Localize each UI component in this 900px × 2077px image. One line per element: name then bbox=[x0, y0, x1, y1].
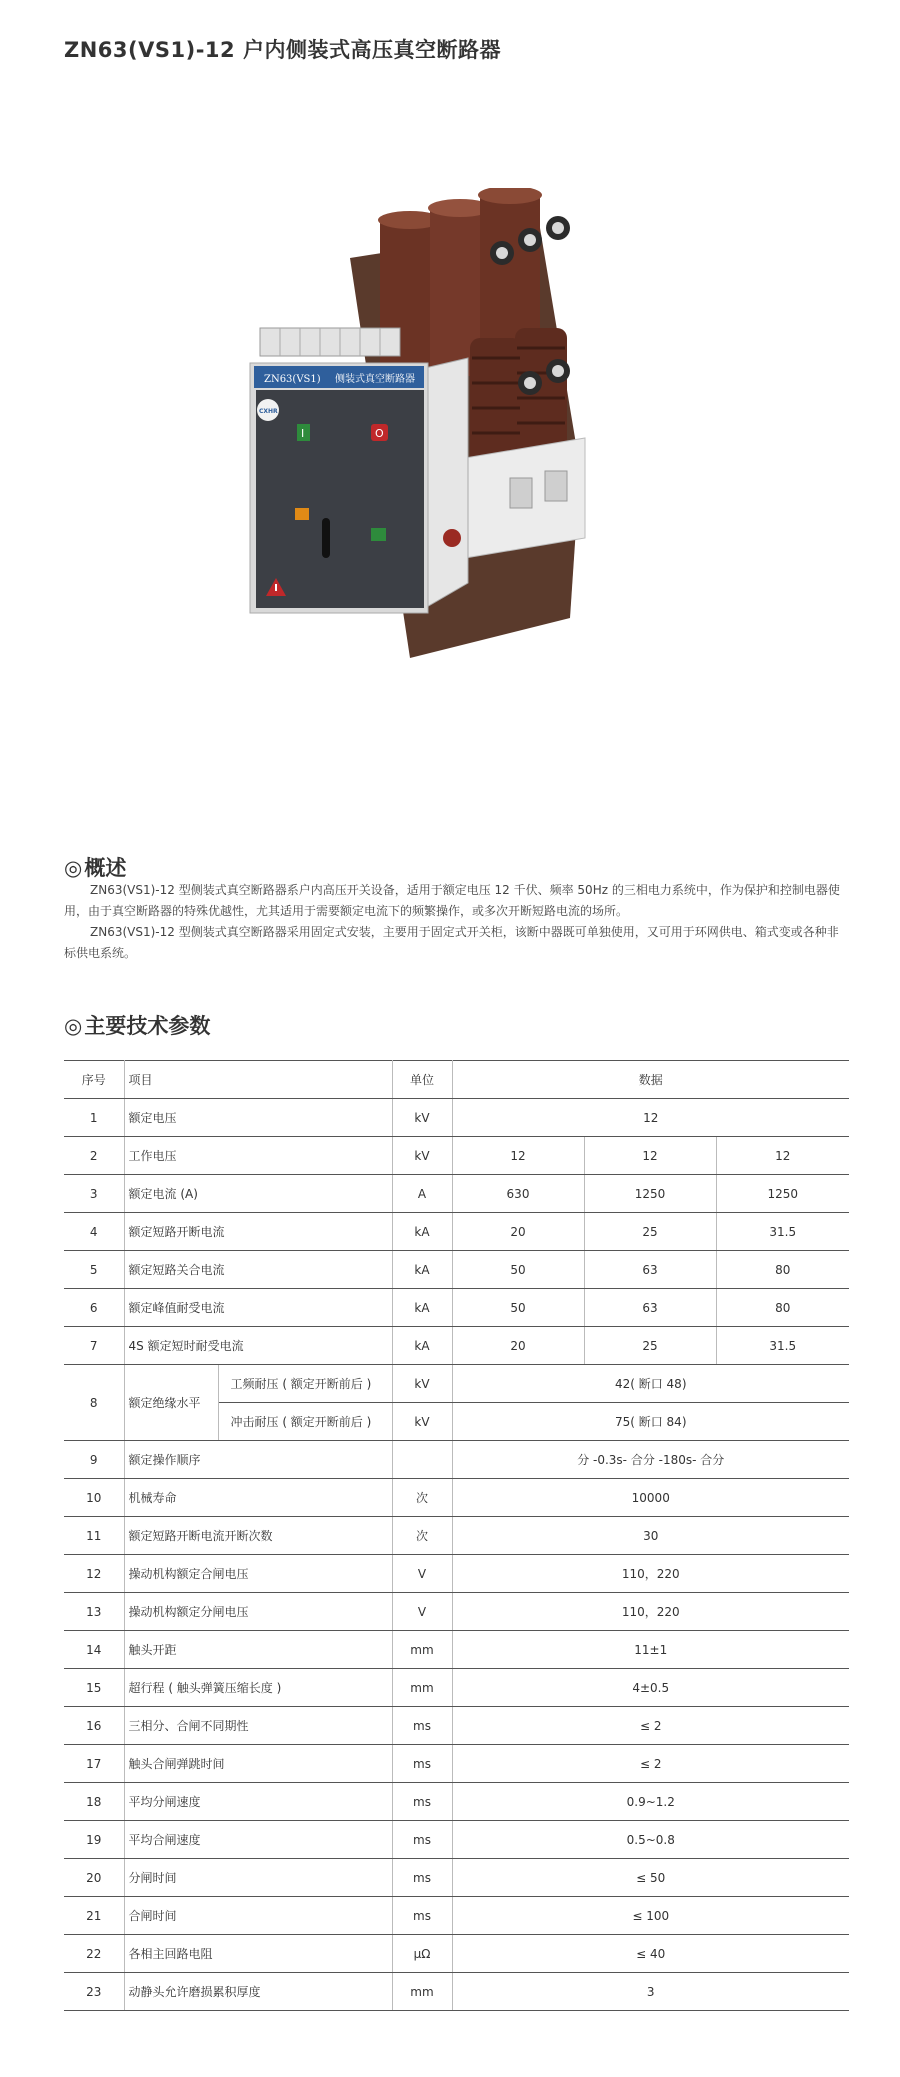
table-cell: 次 bbox=[392, 1517, 452, 1555]
table-cell: 1250 bbox=[716, 1175, 849, 1213]
table-cell: 4S 额定短时耐受电流 bbox=[124, 1327, 392, 1365]
table-cell: 18 bbox=[64, 1783, 124, 1821]
table-cell: 0.9~1.2 bbox=[452, 1783, 849, 1821]
table-cell: 14 bbox=[64, 1631, 124, 1669]
table-cell: 操动机构额定分闸电压 bbox=[124, 1593, 392, 1631]
open-button-icon: O bbox=[375, 427, 384, 440]
table-cell: μΩ bbox=[392, 1935, 452, 1973]
table-cell: 80 bbox=[716, 1251, 849, 1289]
table-cell: 1 bbox=[64, 1099, 124, 1137]
table-row bbox=[64, 1517, 849, 1555]
table-cell: 操动机构额定合闸电压 bbox=[124, 1555, 392, 1593]
table-cell: 16 bbox=[64, 1707, 124, 1745]
table-cell: 额定短路开断电流 bbox=[124, 1213, 392, 1251]
close-button-icon: I bbox=[301, 427, 305, 440]
table-row bbox=[64, 1137, 849, 1175]
table-row bbox=[64, 1555, 849, 1593]
table-cell: kV bbox=[392, 1403, 452, 1441]
table-cell: 额定短路关合电流 bbox=[124, 1251, 392, 1289]
header-unit: 单位 bbox=[392, 1061, 452, 1099]
table-cell: 超行程 ( 触头弹簧压缩长度 ) bbox=[124, 1669, 392, 1707]
table-row bbox=[64, 1593, 849, 1631]
table-cell: 20 bbox=[452, 1327, 584, 1365]
header-no: 序号 bbox=[64, 1061, 124, 1099]
table-cell: 63 bbox=[584, 1251, 716, 1289]
table-cell: ≤ 100 bbox=[452, 1897, 849, 1935]
spec-table bbox=[64, 1060, 849, 2011]
table-cell: 63 bbox=[584, 1289, 716, 1327]
table-cell: 12 bbox=[452, 1137, 584, 1175]
table-cell: 42( 断口 48) bbox=[452, 1365, 849, 1403]
header-item: 项目 bbox=[124, 1061, 392, 1099]
table-row bbox=[64, 1213, 849, 1251]
table-cell: 12 bbox=[584, 1137, 716, 1175]
nameplate-label: 侧装式真空断路器 bbox=[335, 374, 415, 385]
table-cell: 5 bbox=[64, 1251, 124, 1289]
table-cell: 机械寿命 bbox=[124, 1479, 392, 1517]
table-cell: ms bbox=[392, 1821, 452, 1859]
table-header-row bbox=[64, 1061, 849, 1099]
specs-heading: ◎主要技术参数 bbox=[64, 1014, 211, 1038]
table-cell: 11 bbox=[64, 1517, 124, 1555]
table-cell: 9 bbox=[64, 1441, 124, 1479]
table-cell: 25 bbox=[584, 1327, 716, 1365]
table-row bbox=[64, 1935, 849, 1973]
table-cell: 12 bbox=[64, 1555, 124, 1593]
table-row bbox=[64, 1289, 849, 1327]
table-cell: ms bbox=[392, 1707, 452, 1745]
table-cell: 80 bbox=[716, 1289, 849, 1327]
nameplate-model: ZN63(VS1) bbox=[264, 374, 321, 385]
table-cell: 25 bbox=[584, 1213, 716, 1251]
table-cell: 12 bbox=[716, 1137, 849, 1175]
table-cell: 2 bbox=[64, 1137, 124, 1175]
table-cell: 额定峰值耐受电流 bbox=[124, 1289, 392, 1327]
table-cell: 20 bbox=[64, 1859, 124, 1897]
table-cell: 10 bbox=[64, 1479, 124, 1517]
table-cell: 额定电流 (A) bbox=[124, 1175, 392, 1213]
table-cell: 110，220 bbox=[452, 1555, 849, 1593]
table-cell: kV bbox=[392, 1099, 452, 1137]
table-cell: 三相分、合闸不同期性 bbox=[124, 1707, 392, 1745]
table-cell: 4 bbox=[64, 1213, 124, 1251]
table-cell: 平均分闸速度 bbox=[124, 1783, 392, 1821]
table-row bbox=[64, 1783, 849, 1821]
table-cell: V bbox=[392, 1555, 452, 1593]
table-cell: 分闸时间 bbox=[124, 1859, 392, 1897]
table-cell: 20 bbox=[452, 1213, 584, 1251]
table-cell: 31.5 bbox=[716, 1213, 849, 1251]
table-cell: ≤ 40 bbox=[452, 1935, 849, 1973]
overview-text bbox=[64, 880, 849, 964]
table-cell: 75( 断口 84) bbox=[452, 1403, 849, 1441]
table-cell: 21 bbox=[64, 1897, 124, 1935]
table-row bbox=[64, 1631, 849, 1669]
table-cell: 31.5 bbox=[716, 1327, 849, 1365]
table-cell: 50 bbox=[452, 1251, 584, 1289]
table-cell: 19 bbox=[64, 1821, 124, 1859]
table-cell: 12 bbox=[452, 1099, 849, 1137]
table-row bbox=[64, 1327, 849, 1365]
table-cell: kA bbox=[392, 1289, 452, 1327]
table-cell: 13 bbox=[64, 1593, 124, 1631]
table-row bbox=[64, 1479, 849, 1517]
table-cell: 11±1 bbox=[452, 1631, 849, 1669]
table-cell: 冲击耐压 ( 额定开断前后 ) bbox=[218, 1403, 392, 1441]
table-cell: ms bbox=[392, 1745, 452, 1783]
overview-paragraph: ZN63(VS1)-12 型侧装式真空断路器采用固定式安装，主要用于固定式开关柜，该断中器既可单独使用，又可用于环网供电、箱式变或各种非标供电系统。 bbox=[64, 925, 839, 960]
table-cell: ms bbox=[392, 1859, 452, 1897]
table-cell: mm bbox=[392, 1669, 452, 1707]
table-cell: 1250 bbox=[584, 1175, 716, 1213]
table-row bbox=[64, 1099, 849, 1137]
table-cell: ≤ 2 bbox=[452, 1707, 849, 1745]
table-cell: 17 bbox=[64, 1745, 124, 1783]
table-cell: kA bbox=[392, 1251, 452, 1289]
table-cell: mm bbox=[392, 1631, 452, 1669]
table-cell: 7 bbox=[64, 1327, 124, 1365]
table-cell: 8 bbox=[64, 1365, 124, 1441]
table-cell: 动静头允许磨损累积厚度 bbox=[124, 1973, 392, 2011]
table-cell bbox=[392, 1441, 452, 1479]
table-cell: 110，220 bbox=[452, 1593, 849, 1631]
table-cell: ms bbox=[392, 1897, 452, 1935]
table-cell: 次 bbox=[392, 1479, 452, 1517]
table-cell: 触头合闸弹跳时间 bbox=[124, 1745, 392, 1783]
table-cell: 15 bbox=[64, 1669, 124, 1707]
table-cell: 工作电压 bbox=[124, 1137, 392, 1175]
page-title: ZN63(VS1)-12 户内侧装式高压真空断路器 bbox=[64, 38, 501, 62]
table-row bbox=[64, 1441, 849, 1479]
table-cell: 3 bbox=[64, 1175, 124, 1213]
table-cell: 额定短路开断电流开断次数 bbox=[124, 1517, 392, 1555]
table-cell: 平均合闸速度 bbox=[124, 1821, 392, 1859]
overview-paragraph: ZN63(VS1)-12 型侧装式真空断路器系户内高压开关设备，适用于额定电压 12 千伏、频率 50Hz 的三相电力系统中，作为保护和控制电器使用，由于真空断路器的特殊优越性，尤其适用于需要额定电流下的频繁操作，或多次开断短路电流的场所。 bbox=[64, 883, 840, 918]
table-cell: 触头开距 bbox=[124, 1631, 392, 1669]
table-row bbox=[64, 1365, 849, 1403]
table-cell: A bbox=[392, 1175, 452, 1213]
table-cell: 4±0.5 bbox=[452, 1669, 849, 1707]
table-cell: 10000 bbox=[452, 1479, 849, 1517]
table-cell: kV bbox=[392, 1365, 452, 1403]
table-cell: 22 bbox=[64, 1935, 124, 1973]
table-row bbox=[64, 1821, 849, 1859]
overview-heading: ◎概述 bbox=[64, 856, 127, 880]
table-cell: 各相主回路电阻 bbox=[124, 1935, 392, 1973]
table-cell: ms bbox=[392, 1783, 452, 1821]
table-cell: ≤ 2 bbox=[452, 1745, 849, 1783]
table-row bbox=[64, 1669, 849, 1707]
table-row bbox=[64, 1973, 849, 2011]
table-cell: 合闸时间 bbox=[124, 1897, 392, 1935]
header-data: 数据 bbox=[452, 1061, 849, 1099]
table-cell: 3 bbox=[452, 1973, 849, 2011]
table-row bbox=[64, 1251, 849, 1289]
table-cell: 630 bbox=[452, 1175, 584, 1213]
table-cell: 6 bbox=[64, 1289, 124, 1327]
table-cell: kA bbox=[392, 1327, 452, 1365]
table-cell: mm bbox=[392, 1973, 452, 2011]
table-cell: 工频耐压 ( 额定开断前后 ) bbox=[218, 1365, 392, 1403]
table-cell: 额定操作顺序 bbox=[124, 1441, 392, 1479]
table-row bbox=[64, 1745, 849, 1783]
table-cell: kV bbox=[392, 1137, 452, 1175]
table-cell: 额定绝缘水平 bbox=[124, 1365, 218, 1441]
table-cell: ≤ 50 bbox=[452, 1859, 849, 1897]
circuit-breaker-image bbox=[240, 188, 600, 678]
table-row bbox=[64, 1897, 849, 1935]
table-cell: 额定电压 bbox=[124, 1099, 392, 1137]
table-cell: 分 -0.3s- 合分 -180s- 合分 bbox=[452, 1441, 849, 1479]
table-row bbox=[64, 1175, 849, 1213]
table-row bbox=[64, 1859, 849, 1897]
table-row bbox=[64, 1707, 849, 1745]
logo-text: CXHR bbox=[259, 408, 278, 415]
table-cell: 0.5~0.8 bbox=[452, 1821, 849, 1859]
table-cell: 23 bbox=[64, 1973, 124, 2011]
table-cell: V bbox=[392, 1593, 452, 1631]
table-cell: 30 bbox=[452, 1517, 849, 1555]
table-cell: 50 bbox=[452, 1289, 584, 1327]
table-cell: kA bbox=[392, 1213, 452, 1251]
